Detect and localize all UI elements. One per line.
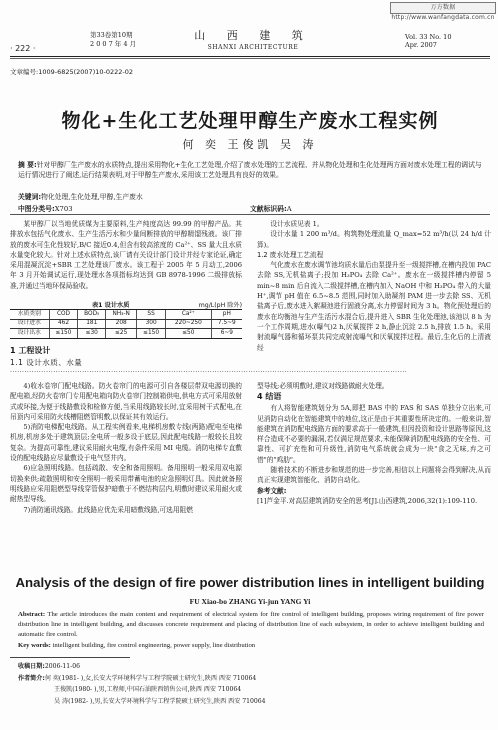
bio-label: 作者简介:: [18, 674, 45, 682]
paragraph: 6)应急照明线路。包括疏散、安全和备用照明。备用照明一般采用双电源切换来供;疏散照明和安全照明一般采用带蓄电池的应急照明灯具。因此就备照明线路应采用阻燃型导线穿管保护暗敷于不燃结构层内,明敷时建议采用耐火或耐热型导线。: [10, 464, 242, 504]
body-column-left-top: [10, 219, 242, 291]
table-cell: ≤50: [166, 329, 212, 339]
body-column-right-top: [257, 219, 491, 353]
table-cell: 220~250: [166, 319, 212, 329]
table-row: [10, 329, 242, 339]
continuation-divider: ·····································································································································································: [10, 370, 408, 376]
subsection-heading: 1.2 废水处理工艺流程: [257, 250, 324, 259]
paragraph: 有人将智能建筑划分为 5A,即把 BAS 中的 FAS 和 SAS 单独分立出来,可见消防自动化在智能建筑中的地位,这正是由于其重要性所决定的。一般来讲,智能建筑在消防配电线路方面的要求高于一般建筑,但因投资和设计思路等原因,这样合造成不必要的漏洞,若仅满足规范要求,未能保障消防配电线路的安全性、可靠性、可扩充性和可升级性,消防电气系统就会成为一块"食之无味,弃之可惜"的"鸡肋"。: [257, 404, 491, 464]
paragraph: 型导线;必须明敷时,建议对线路做耐火处理。: [257, 382, 389, 390]
clc-label: 中图分类号:: [18, 205, 55, 213]
keywords-en-label: Key words:: [18, 642, 51, 649]
abstract-label: 摘 要:: [18, 161, 37, 169]
table-cell: 181: [78, 319, 106, 329]
keywords-cn: [18, 192, 482, 202]
table-header-row: [10, 310, 242, 320]
table-cell: ≤150: [49, 329, 78, 339]
table-unit: mg/L(pH 除外): [198, 302, 242, 309]
table-header-cell: NH₃-N: [106, 310, 137, 320]
header-rule-thin: [10, 58, 490, 59]
title-cn: 物化+生化工艺处理甲醇生产废水工程实例: [61, 110, 439, 132]
table-header-cell: COD: [49, 310, 78, 320]
abstract-en-label: Abstract:: [18, 611, 46, 618]
abstract-en-text: The article introduces the main content and requirement of electrical system for fire control of intelligent building, proposes wiring requirement of fire power distribution line in intelligent building, and discusses concrete requirement and placing of distribution line of each subsystem, in order to achieve intelligent building and automatic fire control.: [18, 611, 484, 638]
section-heading: 4 结语: [257, 392, 282, 402]
table-cell: 设计出水: [10, 329, 49, 339]
paragraph: 设计水质见表 1。: [270, 220, 324, 228]
table-cell: 设计进水: [10, 319, 49, 329]
watermark-stamp: 万方数据 http://www.wanfangdata.com.cn: [391, 4, 495, 21]
volume-info-cn: [90, 31, 136, 49]
abstract-rule: [10, 214, 490, 215]
volume-en: Vol. 33 No. 10: [405, 33, 452, 41]
reference-item: [1]芦金平.对高层建筑消防安全的思考[J].山西建筑,2006,32(1):109-110.: [257, 496, 478, 505]
table-cell: ≤30: [78, 329, 106, 339]
subsection-heading: 1.1 设计水质、水量: [10, 358, 83, 367]
footnote-rule: [10, 657, 130, 658]
paragraph: 4)收水卷帘门配电线路。防火卷帘门的电源可引自各楼层带双电源切换的配电箱,经防火卷帘门专用配电箱向防火卷帘门控制箱供电,供电方式可采用放射式或环接,为便于线路敷设和检修方便,当采用线路较长时,宜采用树干式配电,在吊顶内可采用防火线槽阻燃管明敷,以保证其有效运行。: [10, 382, 242, 421]
abstract-en: [18, 610, 484, 639]
body-column-right-bottom: [257, 381, 491, 506]
header-rule: [10, 56, 490, 57]
table-header-cell: BOD₅: [78, 310, 106, 320]
table-header-cell: pH: [211, 310, 242, 320]
journal-name-cn: 山 西 建 筑: [194, 29, 312, 42]
table-cell: 300: [137, 319, 166, 329]
table-cell: 7.5~9: [211, 319, 242, 329]
table-cell: 462: [49, 319, 78, 329]
received-date: [18, 661, 488, 673]
article-number: 文章编号:1009-6825(2007)10-0222-02: [10, 68, 134, 76]
title-en: Analysis of the design of fire power distribution lines in intelligent building: [15, 575, 485, 590]
date-cn: 2 0 0 7 年 4 月: [90, 40, 137, 48]
journal-name-en: SHANXI ARCHITECTURE: [207, 44, 299, 51]
author-bio-text: 何 奕(1981- ),女,长安大学环境科学与工程学院硕士研究生,陕西 西安 710064: [44, 674, 257, 682]
keywords-label: 关键词:: [18, 193, 42, 201]
paragraph: 5)消防电梯配电线路。从工程实例看来,电梯机房敷专线(两路)配电至电梯机房,机房多处于建筑顶层;全电所一般多设于底层,因此配电线路一般较长且较复杂。为提高可靠性,建议采用耐火电缆,有条件采用 MI 电缆。消防电梯专直敷设的配电线路应尽量敷设于电气竖井内。: [10, 423, 242, 463]
table-caption: [10, 300, 242, 309]
authors-en: FU Xiao-bo ZHANG Yi-jun YANG Yi: [189, 597, 311, 606]
volume-cn: 第33卷第10期: [90, 31, 133, 39]
author-bio: [18, 673, 488, 685]
table-title: 表1 设计水质: [92, 302, 130, 309]
abstract-cn: [18, 160, 482, 180]
table-cell: 208: [106, 319, 137, 329]
table-header-cell: Ca²⁺: [166, 310, 212, 320]
paragraph: 随着技术的不断进步和规范的进一步完善,相信以上问题将会得到解决,从而真正实现建筑智能化、消防自动化。: [257, 466, 491, 485]
paragraph: 气化废水在废水调节池均质水量后由泵提升至一级搅拌槽,在槽内投加 PAC 去除 SS,无机盐离子;投加 H₃PO₄ 去除 Ca²⁺。废水在一级搅拌槽内停留 5 min~8 min 后自流入二级搅拌槽,在槽内加入 NaOH 中和 H₃PO₄ 带入的大量 H⁺,调节 pH 值在 6.5~8.5 范围,同时加入助凝剂 PAM 进一步去除 SS、无机盐离子后,废水进入絮凝池进行固液分离,水力停留时间为 3 h。物化预处理后的废水在均衡池与生产生活污水混合后,提升进入 SBR 生化处理池,该池以 8 h 为一个工作周期,进水(曝气)2 h,厌氧搅拌 2 h,静止沉淀 2.5 h,排放 1.5 h。采用射流曝气器和循环泵共同完成射流曝气和厌氧搅拌过程。最后,生化后的上清液经: [257, 261, 491, 352]
clc-value: X703: [54, 205, 73, 213]
table-row: [10, 319, 242, 329]
author-bio: 王俊凯(1980- ),男,工程师,中国石油陕西销售公司,陕西 西安 710064: [54, 686, 242, 693]
paragraph: 7)消防通讯线路。此线路应优先采用暗敷线路,可选用阻燃: [23, 505, 193, 514]
section-heading: 1 工程设计: [10, 346, 51, 355]
date-en: Apr. 2007: [405, 41, 437, 49]
table-cell: ≤150: [137, 329, 166, 339]
received-label: 收稿日期:: [18, 663, 45, 670]
keywords-text: 物化处理,生化处理,甲醇,生产废水: [41, 193, 143, 201]
volume-info-en: [405, 33, 451, 49]
authors-cn: 何 奕 王俊凯 吴 涛: [182, 138, 318, 151]
journal-name: [178, 30, 328, 52]
references-heading: 参考文献:: [257, 486, 287, 495]
abstract-text: 针对甲醇厂生产废水的水质特点,提出采用物化+生化工艺处理,介绍了废水处理的工艺流程、并从物化处理和生化处理两方面对废水处理工程的调试与运行情况进行了阐述,运行结果表明,对于甲醇生产废水,采用该工艺处理具有良好的效果。: [18, 161, 482, 179]
page-number: · 222 ·: [10, 44, 36, 53]
document-code: [250, 203, 292, 213]
author-bio: 吴 涛(1982- ),男,长安大学环境科学与工程学院硕士研究生,陕西 西安 710064: [54, 697, 266, 705]
keywords-en-text: intelligent building, fire control engineering, power supply, line distribution: [52, 642, 256, 649]
doc-code-label: 文献标识码:: [250, 205, 287, 213]
doc-code-value: A: [286, 205, 292, 213]
keywords-en: [18, 641, 484, 651]
paragraph: 某甲醇厂以当地优质煤为主要原料,生产纯度高达 99.99 的甲醇产品。其排放水包括气化废水、生产生活污水和少量间断排放的甲醇精馏残液。该厂排放的废水可生化性较好,B/C 接近0.4,但含有较高浓度的 Ca²⁺、SS 量大且水质水量变化较大。针对上述水质特点,该厂请有关设计部门设计并经专家论证,确定采用混凝沉淀+SBR 工艺处理该厂废水。该工程于 2005 年 5 月动工,2006 年 3 月开始调试运行,现处理水各项指标均达到 GB 8978-1996 二级排放标准,并通过当地环保局验收。: [10, 220, 242, 290]
received-value: 2006-11-06: [44, 663, 80, 670]
paragraph: 设计水量 1 200 m³/d。构筑物处理流量 Q_max=52 m³/h(以 24 h/d 计算)。: [257, 230, 491, 249]
body-column-left-bottom: [10, 381, 242, 515]
table-header-cell: 水质类别: [10, 310, 49, 320]
footnote: [18, 661, 488, 707]
table-cell: 6~9: [211, 329, 242, 339]
table-header-cell: SS: [137, 310, 166, 320]
table-cell: ≤25: [106, 329, 137, 339]
water-quality-table: [10, 309, 242, 339]
clc-number: [18, 203, 73, 213]
